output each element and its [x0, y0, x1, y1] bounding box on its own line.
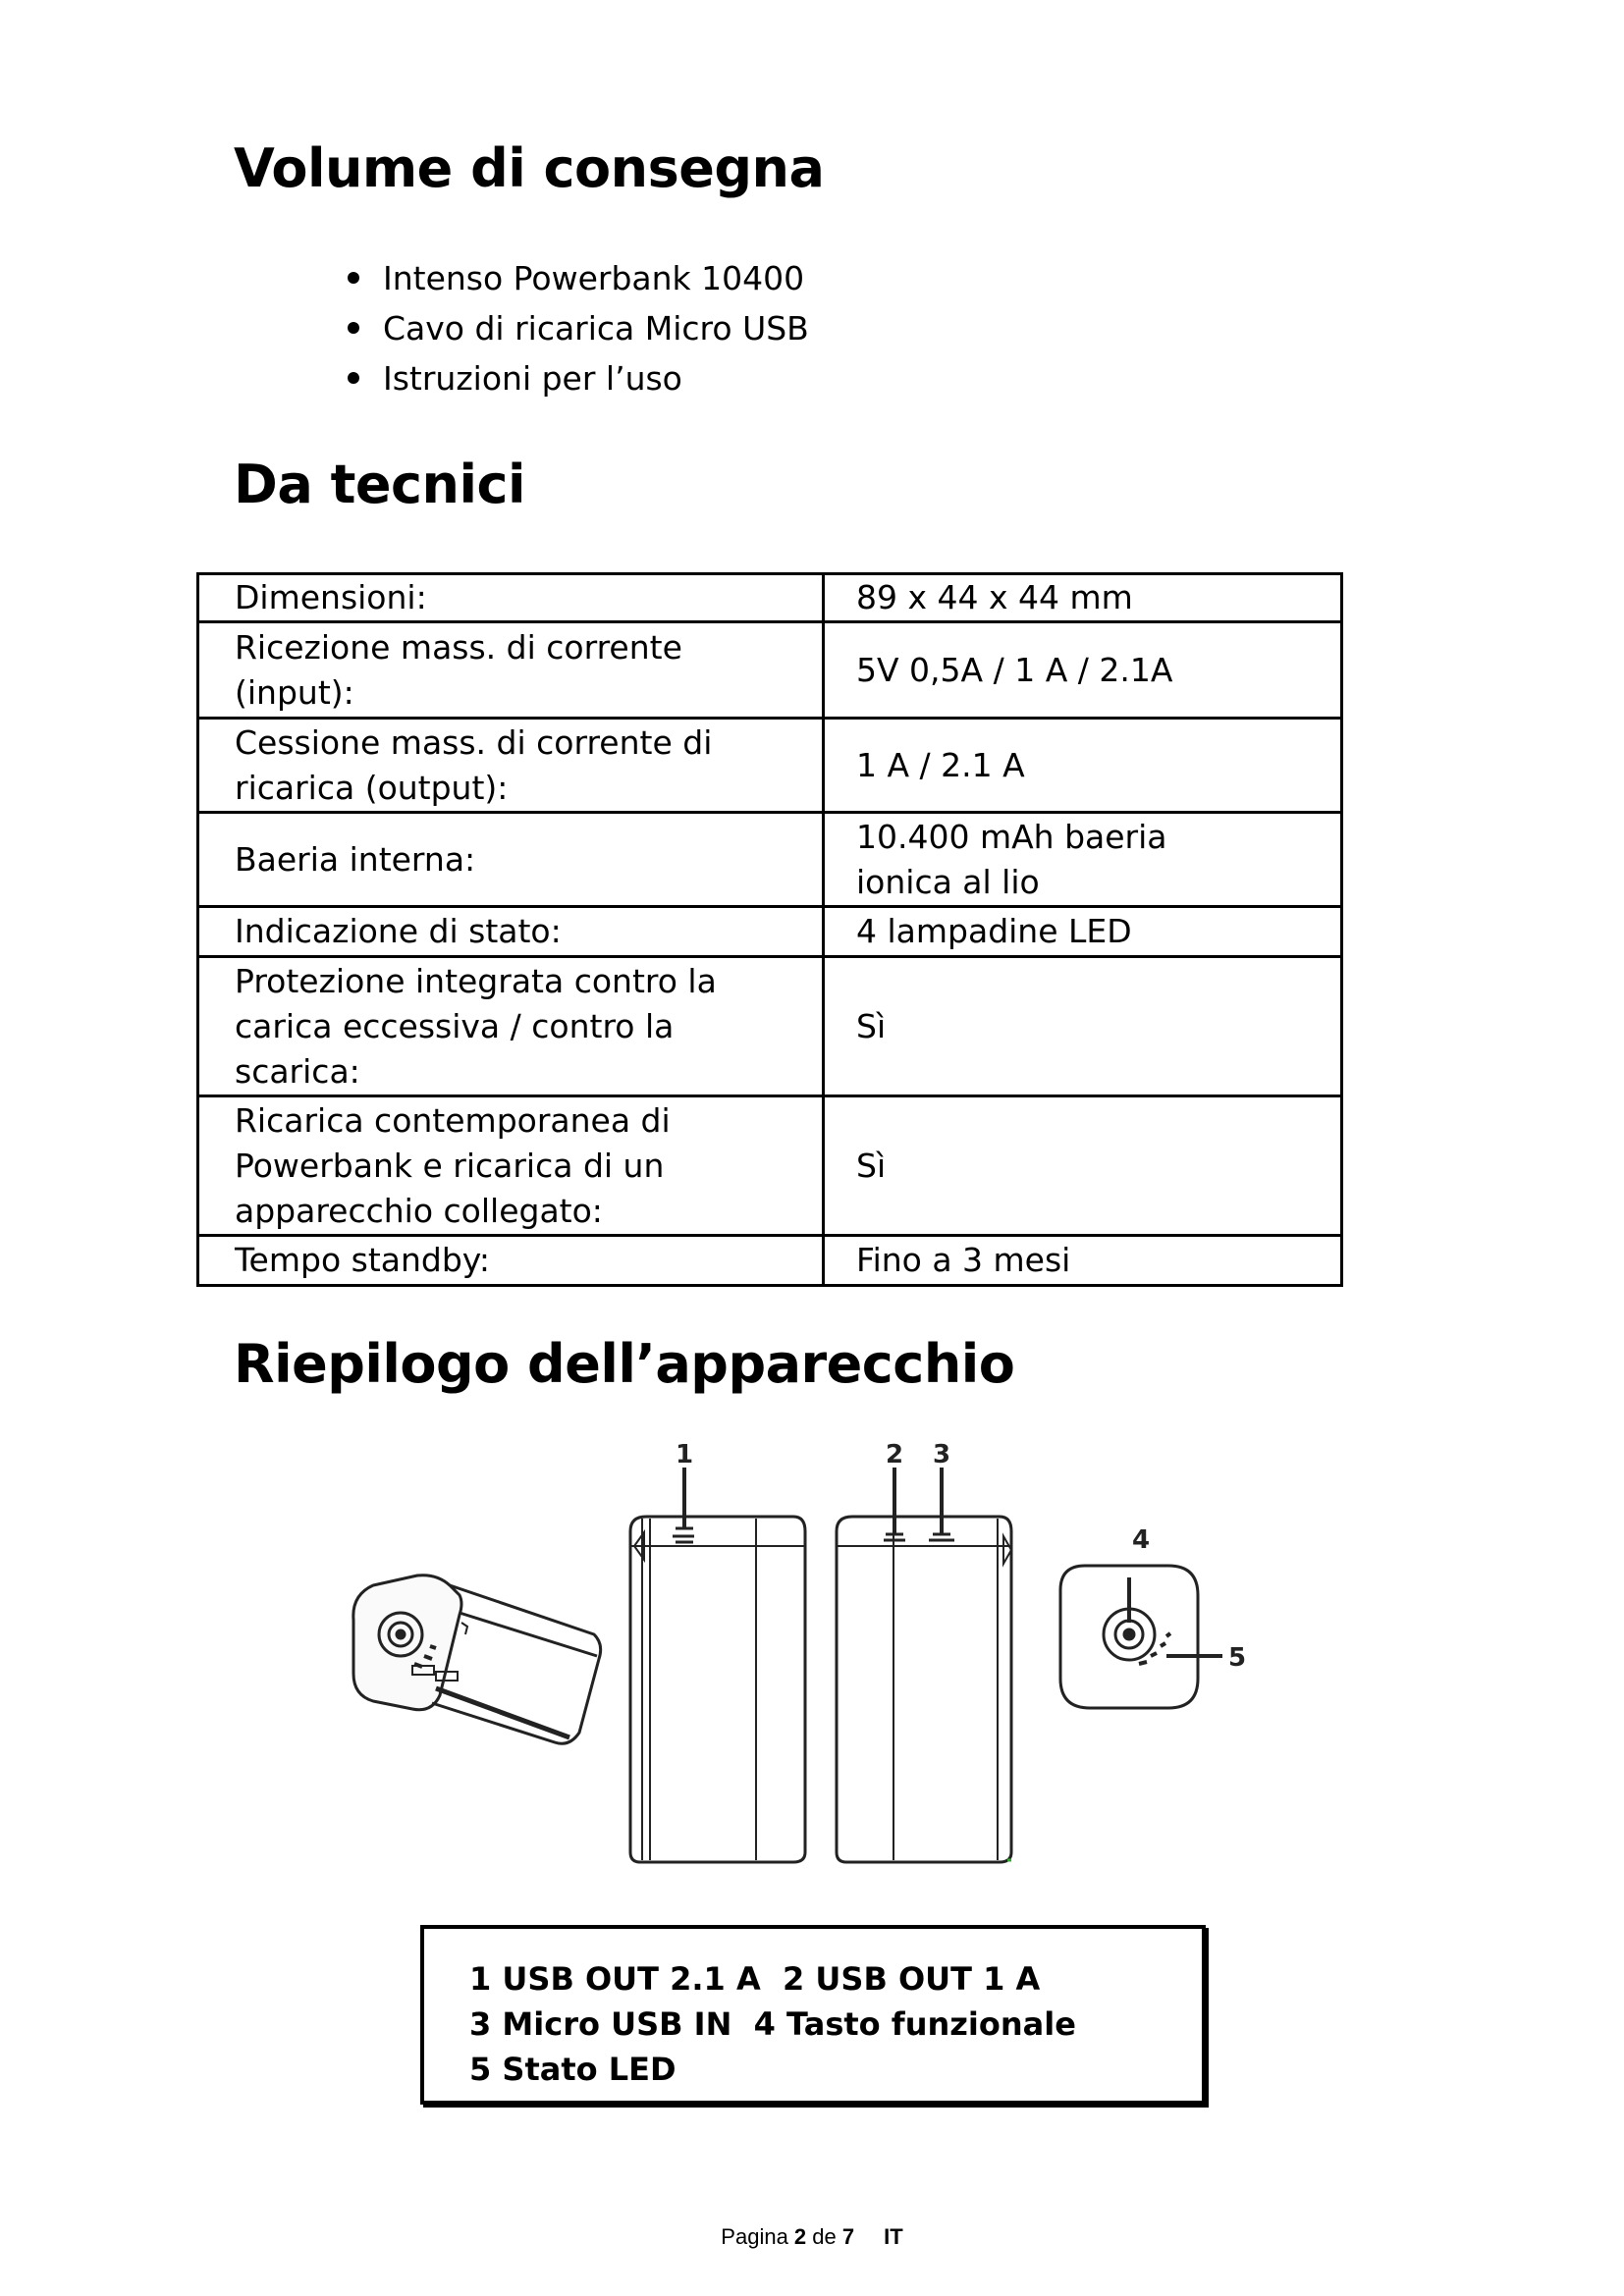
list-item: Istruzioni per l’uso [346, 353, 809, 403]
spec-label: Ricezione mass. di corrente (input): [198, 622, 824, 719]
table-row [198, 813, 1342, 907]
spec-value: Sì [824, 1096, 1342, 1236]
spec-label: Protezione integrata contro la carica eccessiva / contro la scarica: [198, 957, 824, 1096]
list-item: Intenso Powerbank 10400 [346, 253, 809, 303]
section-title-delivery: Volume di consegna [234, 137, 825, 199]
footer-page-total: 7 [841, 2224, 855, 2249]
callout-label: 4 [1131, 1525, 1151, 1555]
spec-label: Cessione mass. di corrente di ricarica (output): [198, 719, 824, 813]
legend-line: 1 USB OUT 2.1 A 2 USB OUT 1 A [469, 1960, 1041, 1998]
spec-label: Indicazione di stato: [198, 907, 824, 957]
powerbank-front-view [630, 1468, 805, 1862]
table-row [198, 719, 1342, 813]
table-row [198, 622, 1342, 719]
spec-label: Ricarica contemporanea di Powerbank e ricarica di un apparecchio collegato: [198, 1096, 824, 1236]
legend-line: 3 Micro USB IN 4 Tasto funzionale [469, 2005, 1076, 2043]
spec-value: 5V 0,5A / 1 A / 2.1A [824, 622, 1342, 719]
spec-table [196, 572, 1343, 1287]
callout-label: 1 [675, 1440, 694, 1469]
footer-prefix: Pagina [721, 2224, 794, 2249]
spec-label: Tempo standby: [198, 1236, 824, 1286]
callout-label: 2 [885, 1440, 904, 1469]
callout-label: 5 [1227, 1643, 1247, 1673]
delivery-list [346, 253, 809, 403]
table-row [198, 1236, 1342, 1286]
spec-value: 1 A / 2.1 A [824, 719, 1342, 813]
list-item: Cavo di ricarica Micro USB [346, 303, 809, 353]
legend-line: 5 Stato LED [469, 2051, 677, 2088]
table-row [198, 907, 1342, 957]
powerbank-end-view [1060, 1566, 1222, 1708]
powerbank-3d-view [353, 1575, 601, 1744]
device-overview-illustration [334, 1438, 1306, 1890]
footer-language: IT [884, 2224, 903, 2249]
powerbank-back-view [837, 1468, 1011, 1862]
callout-label: 3 [932, 1440, 951, 1469]
spec-label: Baeria interna: [198, 813, 824, 907]
section-title-overview: Riepilogo dell’apparecchio [234, 1333, 1015, 1395]
page-footer [0, 2224, 1624, 2250]
spec-value: Fino a 3 mesi [824, 1236, 1342, 1286]
device-legend-box [420, 1925, 1206, 2105]
section-title-technical: Da tecnici [234, 454, 525, 515]
footer-middle: de [806, 2224, 842, 2249]
table-row [198, 574, 1342, 622]
table-row [198, 1096, 1342, 1236]
spec-value: Sì [824, 957, 1342, 1096]
spec-value: 10.400 mAh baeria ionica al lio [824, 813, 1342, 907]
footer-page-number: 2 [793, 2224, 807, 2249]
spec-value: 4 lampadine LED [824, 907, 1342, 957]
spec-value: 89 x 44 x 44 mm [824, 574, 1342, 622]
spec-label: Dimensioni: [198, 574, 824, 622]
table-row [198, 957, 1342, 1096]
